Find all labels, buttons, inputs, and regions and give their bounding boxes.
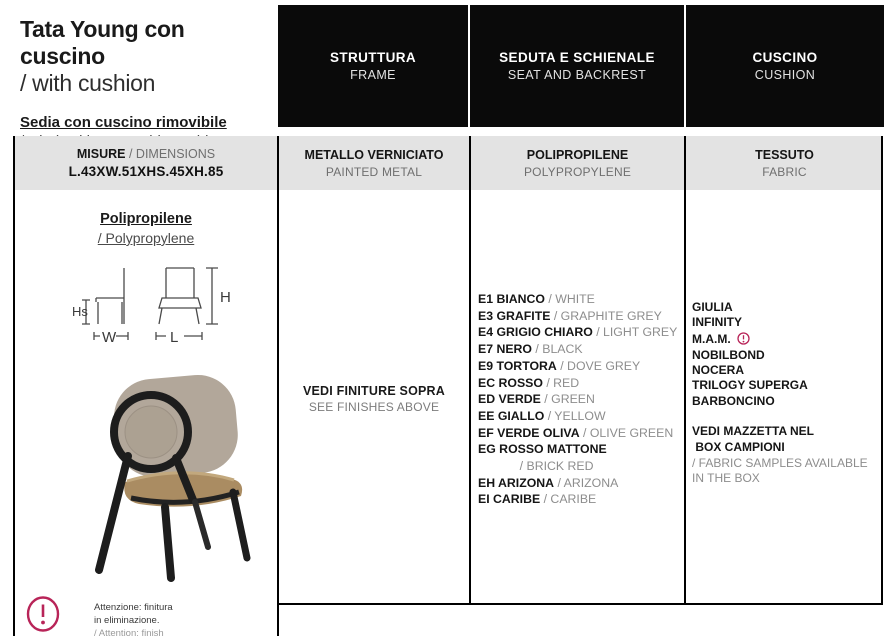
chair-photo	[35, 352, 255, 592]
subheader-cushion-material	[687, 136, 882, 190]
finish-warning-text	[94, 601, 173, 636]
finish-item: EE GIALLO / YELLOW	[478, 408, 606, 423]
diagram-label-w: W	[102, 329, 117, 346]
header-frame-en: FRAME	[350, 67, 396, 82]
fabric-list	[692, 300, 878, 409]
dimensions-label-en: / DIMENSIONS	[125, 146, 216, 161]
dimensions-label-it: MISURE	[76, 146, 126, 161]
cushion-note-it-1: VEDI MAZZETTA NEL	[692, 424, 814, 438]
seat-material-it: POLIPROPILENE	[526, 147, 629, 162]
warning-line-1: Attenzione: finitura	[94, 602, 173, 613]
seat-back-material-label	[14, 210, 278, 248]
product-title-en: / with cushion	[20, 70, 156, 96]
product-title-it: Tata Young con cuscino	[20, 16, 185, 69]
frame-note	[278, 383, 470, 415]
finish-item: EI CARIBE / CARIBE	[478, 492, 597, 507]
cushion-note-en-1: / FABRIC SAMPLES AVAILABLE	[692, 455, 868, 470]
dimension-diagram-icon	[72, 262, 232, 356]
mam-warning-icon	[737, 332, 750, 349]
finish-item: E9 TORTORA / DOVE GREY	[478, 358, 641, 373]
header-cushion-en: CUSHION	[754, 67, 816, 82]
dimension-diagram	[72, 262, 232, 361]
fabric-item: TRILOGY SUPERGA	[692, 378, 808, 393]
header-seat-en: SEAT AND BACKREST	[507, 67, 647, 82]
grid-line-right	[881, 136, 883, 605]
frame-note-en: SEE FINISHES ABOVE	[308, 400, 440, 414]
subheader-seat-material	[472, 136, 683, 190]
grid-line-col2	[469, 136, 471, 605]
header-frame-it: STRUTTURA	[329, 49, 417, 65]
finish-warning	[24, 594, 62, 634]
header-seat	[470, 5, 684, 127]
diagram-label-hs: Hs	[72, 304, 88, 319]
finish-item: ED VERDE / GREEN	[478, 392, 595, 407]
finish-item: E1 BIANCO / WHITE	[478, 292, 595, 306]
cushion-samples-note	[692, 424, 878, 487]
header-cushion	[686, 5, 884, 127]
subheader-frame-material	[280, 136, 468, 190]
left-material-it: Polipropilene	[100, 211, 192, 227]
fabric-item: BARBONCINO	[692, 393, 775, 408]
warning-icon	[24, 594, 62, 634]
warning-line-3: / Attention: finish	[94, 628, 164, 636]
finish-item: E7 NERO / BLACK	[478, 342, 583, 357]
finish-item: EG ROSSO MATTONE / BRICK RED	[478, 442, 607, 474]
finish-item: EH ARIZONA / ARIZONA	[478, 475, 619, 490]
title-block	[20, 16, 270, 151]
fabric-item: M.A.M.	[692, 331, 878, 348]
chair-illustration	[35, 352, 255, 587]
finish-item: E4 GRIGIO CHIARO / LIGHT GREY	[478, 325, 678, 340]
diagram-label-h: H	[220, 289, 231, 306]
warning-line-2: in eliminazione.	[94, 615, 160, 626]
frame-material-it: METALLO VERNICIATO	[304, 147, 444, 162]
finish-item: EF VERDE OLIVA / OLIVE GREEN	[478, 425, 674, 440]
cushion-note-it-2: BOX CAMPIONI	[692, 439, 785, 454]
left-material-en: / Polypropylene	[97, 230, 195, 246]
subheader-dimensions	[16, 136, 276, 190]
cushion-material-it: TESSUTO	[755, 147, 814, 162]
header-cushion-it: CUSCINO	[752, 49, 818, 65]
finish-list	[478, 291, 682, 508]
seat-material-en: POLYPROPYLENE	[523, 164, 632, 179]
header-seat-it: SEDUTA E SCHIENALE	[499, 49, 655, 65]
dimensions-value: L.43XW.51XHS.45XH.85	[68, 163, 224, 179]
finish-item: EC ROSSO / RED	[478, 375, 580, 390]
cushion-note-en-2: IN THE BOX	[692, 471, 760, 486]
diagram-label-l: L	[170, 329, 179, 346]
fabric-item: INFINITY	[692, 315, 742, 330]
product-subtitle-it: Sedia con cuscino rimovibile	[20, 114, 227, 131]
frame-material-en: PAINTED METAL	[325, 164, 423, 179]
finish-item: E3 GRAFITE / GRAPHITE GREY	[478, 308, 662, 323]
header-frame	[278, 5, 468, 127]
fabric-item: NOBILBOND	[692, 347, 765, 362]
frame-note-it: VEDI FINITURE SOPRA	[302, 384, 445, 398]
grid-line-bottom-row	[277, 603, 883, 605]
fabric-item: NOCERA	[692, 363, 745, 378]
fabric-item: GIULIA	[692, 300, 733, 314]
cushion-material-en: FABRIC	[762, 164, 807, 179]
grid-line-col3	[684, 136, 686, 605]
